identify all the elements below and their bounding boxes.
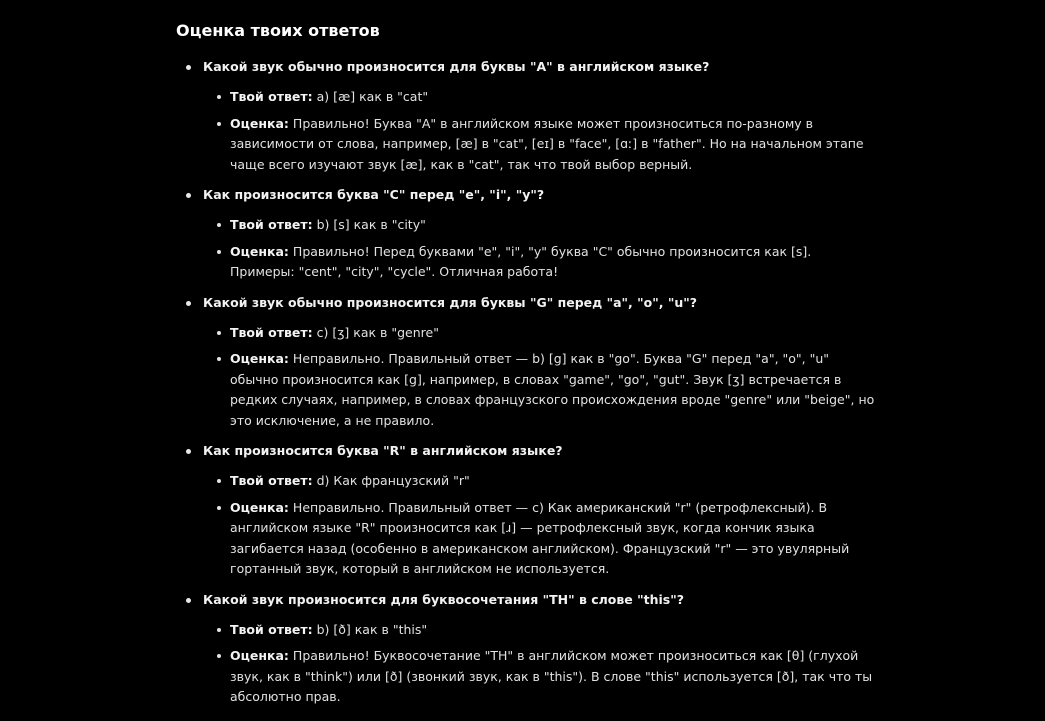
evaluation [203, 498, 876, 580]
evaluation [203, 242, 876, 283]
chat-message-content [176, 20, 876, 718]
question-details [203, 620, 876, 708]
evaluation-text: Правильно! Буква "A" в английском языке может произноситься по-разному в зависимости от слова, например, [æ] в "cat", [eɪ] в "face", [ɑː] в "father". Но на начальном этапе чаще всего изучают звук [æ], как в "cat", так что твой выбор верный. [230, 115, 864, 172]
answer-label: Твой ответ: [230, 473, 313, 488]
user-answer [203, 620, 876, 641]
evaluation [203, 646, 876, 708]
question-details [203, 471, 876, 580]
question-details [203, 323, 876, 432]
evaluation [203, 349, 876, 431]
question-item [176, 441, 876, 580]
evaluation-label: Оценка: [230, 115, 289, 131]
question-item [176, 185, 876, 283]
question-details [203, 87, 876, 175]
question-list [176, 57, 876, 708]
answer-text: c) [ʒ] как в "genre" [316, 324, 439, 340]
user-answer [203, 323, 876, 344]
question-text: Как произносится буква "C" перед "e", "i", "y"? [203, 187, 545, 202]
evaluation [203, 114, 876, 176]
section-heading: Оценка твоих ответов [176, 21, 380, 40]
user-answer [203, 87, 876, 108]
user-answer [203, 471, 876, 492]
answer-label: Твой ответ: [230, 89, 313, 104]
question-item [176, 57, 876, 175]
evaluation-text: Правильно! Перед буквами "e", "i", "y" буква "C" обычно произносится как [s]. Примеры: "cent", "city", "cycle". Отличная работа! [230, 243, 812, 279]
evaluation-label: Оценка: [230, 351, 289, 366]
answer-text: d) Как французский "r" [316, 473, 470, 488]
evaluation-text: Правильно! Буквосочетание "TH" в английском может произноситься как [θ] (глухой звук, как в "think") или [ð] (звонкий звук, как в "this"). В слове "this" используется [ð], так что ты абсолютно прав. [230, 648, 873, 704]
question-text: Какой звук произносится для буквосочетания "TH" в слове "this"? [203, 591, 684, 607]
evaluation-label: Оценка: [230, 499, 289, 515]
question-text: Как произносится буква "R" в английском языке? [203, 443, 563, 458]
question-text: Какой звук обычно произносится для буквы "A" в английском языке? [203, 59, 710, 74]
answer-text: b) [s] как в "city" [316, 217, 426, 232]
question-details [203, 215, 876, 283]
answer-label: Твой ответ: [230, 324, 313, 340]
question-item [176, 590, 876, 708]
answer-label: Твой ответ: [230, 217, 313, 232]
user-answer [203, 215, 876, 236]
question-item [176, 293, 876, 432]
evaluation-text: Неправильно. Правильный ответ — b) [g] как в "go". Буква "G" перед "a", "o", "u" обычно произносится как [g], например, в словах "game", "go", "gut". Звук [ʒ] встречается в редких случаях, например, в словах французского происхождения вроде "genre" или "beige", но это исключение, а не правило. [230, 351, 875, 428]
evaluation-label: Оценка: [230, 243, 289, 259]
answer-text: a) [æ] как в "cat" [316, 89, 429, 104]
answer-label: Твой ответ: [230, 621, 313, 637]
answer-text: b) [ð] как в "this" [316, 621, 428, 637]
evaluation-text: Неправильно. Правильный ответ — c) Как американский "r" (ретрофлексный). В английском языке "R" произносится как [ɹ] — ретрофлексный звук, когда кончик языка загибается назад (особенно в американском английском). Французский "r" — это увулярный гортанный звук, который в английском не используется. [230, 499, 850, 576]
evaluation-label: Оценка: [230, 648, 289, 663]
question-text: Какой звук обычно произносится для буквы "G" перед "a", "o", "u"? [203, 294, 698, 310]
